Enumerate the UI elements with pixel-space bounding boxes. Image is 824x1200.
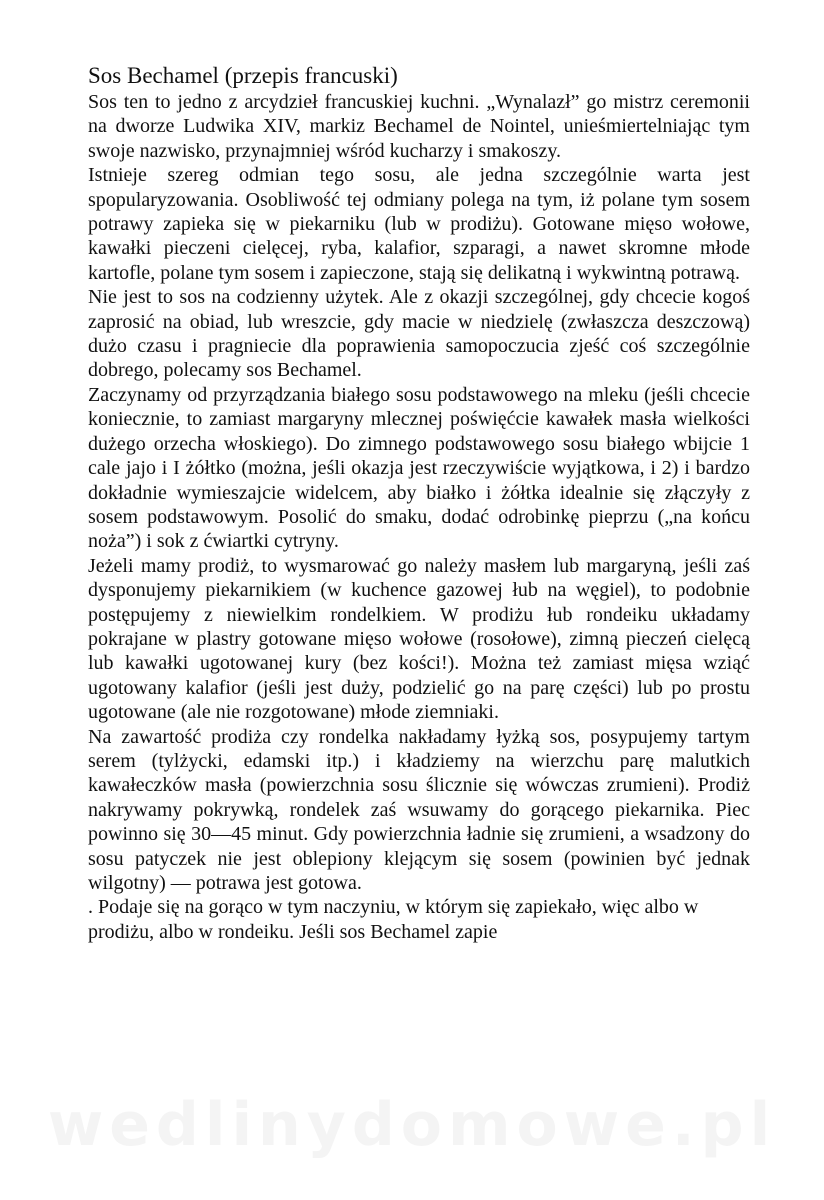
paragraph-history: Sos ten to jedno z arcydzieł francuskiej kuchni. „Wynalazł” go mistrz ceremonii na dworze Ludwika XIV, markiz Bechamel de Nointel, unieśmiertelniając tym swoje nazwisko, przynajmniej wśród kucharzy i smakoszy.	[88, 91, 750, 162]
paragraph-serving: . Podaje się na gorąco w tym naczyniu, w którym się zapiekało, więc albo w prodiżu, albo w rondeiku. Jeśli sos Bechamel zapie	[88, 896, 699, 943]
document-page	[88, 62, 750, 944]
paragraph-baking-dish: Jeżeli mamy prodiż, to wysmarować go należy masłem lub margaryną, jeśli zaś dysponujemy piekarnikiem (w kuchence gazowej łub na węgiel), to podobnie postępujemy z niewielkim rondelkiem. W prodiżu łub rondeiku układamy pokrajane w plastry gotowane mięso wołowe (rosołowe), zimną pieczeń cielęcą lub kawałki ugotowanej kury (bez kości!). Można też zamiast mięsa wziąć ugotowany kalafior (jeśli jest duży, podzielić go na parę części) lub po prostu ugotowane (ale nie rozgotowane) młode ziemniaki.	[88, 554, 750, 724]
paragraph-occasion: Nie jest to sos na codzienny użytek. Ale z okazji szczególnej, gdy chcecie kogoś zaprosić na obiad, lub wreszcie, gdy macie w niedzielę (zwłaszcza deszczową) dużo czasu i pragniecie dla poprawienia samopoczucia zjeść coś szczególnie dobrego, polecamy sos Bechamel.	[88, 286, 750, 382]
paragraph-variants: Istnieje szereg odmian tego sosu, ale jedna szczególnie warta jest spopularyzowania. Osobliwość tej odmiany polega na tym, iż polane tym sosem potrawy zapieka się w piekarniku (lub w prodiżu). Gotowane mięso wołowe, kawałki pieczeni cielęcej, ryba, kalafior, szparagi, a nawet skromne młode kartofle, polane tym sosem i zapieczone, stają się delikatną i wykwintną potrawą.	[88, 164, 750, 284]
document-title: Sos Bechamel (przepis francuski)	[88, 63, 398, 88]
watermark: wedlinydomowe.pl	[47, 1090, 777, 1160]
paragraph-baking: Na zawartość prodiża czy rondelka nakładamy łyżką sos, posypujemy tartym serem (tylżycki, edamski itp.) i kładziemy na wierzchu parę malutkich kawałeczków masła (powierzchnia sosu ślicznie się wówczas zrumieni). Prodiż nakrywamy pokrywką, rondelek zaś wsuwamy do gorącego piekarnika. Piec powinno się 30—45 minut. Gdy powierzchnia ładnie się zrumieni, a wsadzony do sosu patyczek nie jest oblepiony klejącym się sosem (powinien być jednak wilgotny) — potrawa jest gotowa.	[88, 725, 750, 894]
paragraph-preparation: Zaczynamy od przyrządzania białego sosu podstawowego na mleku (jeśli chcecie koniecznie, to zamiast margaryny mlecznej poświęćcie kawałek masła wielkości dużego orzecha włoskiego). Do zimnego podstawowego sosu białego wbijcie 1 cale jajo i I żółtko (można, jeśli okazja jest rzeczywiście wyjątkowa, i 2) i bardzo dokładnie wymieszajcie widelcem, aby białko i żółtka idealnie się złączyły z sosem podstawowym. Posolić do smaku, dodać odrobinkę pieprzu („na końcu noża”) i sok z ćwiartki cytryny.	[88, 383, 750, 553]
